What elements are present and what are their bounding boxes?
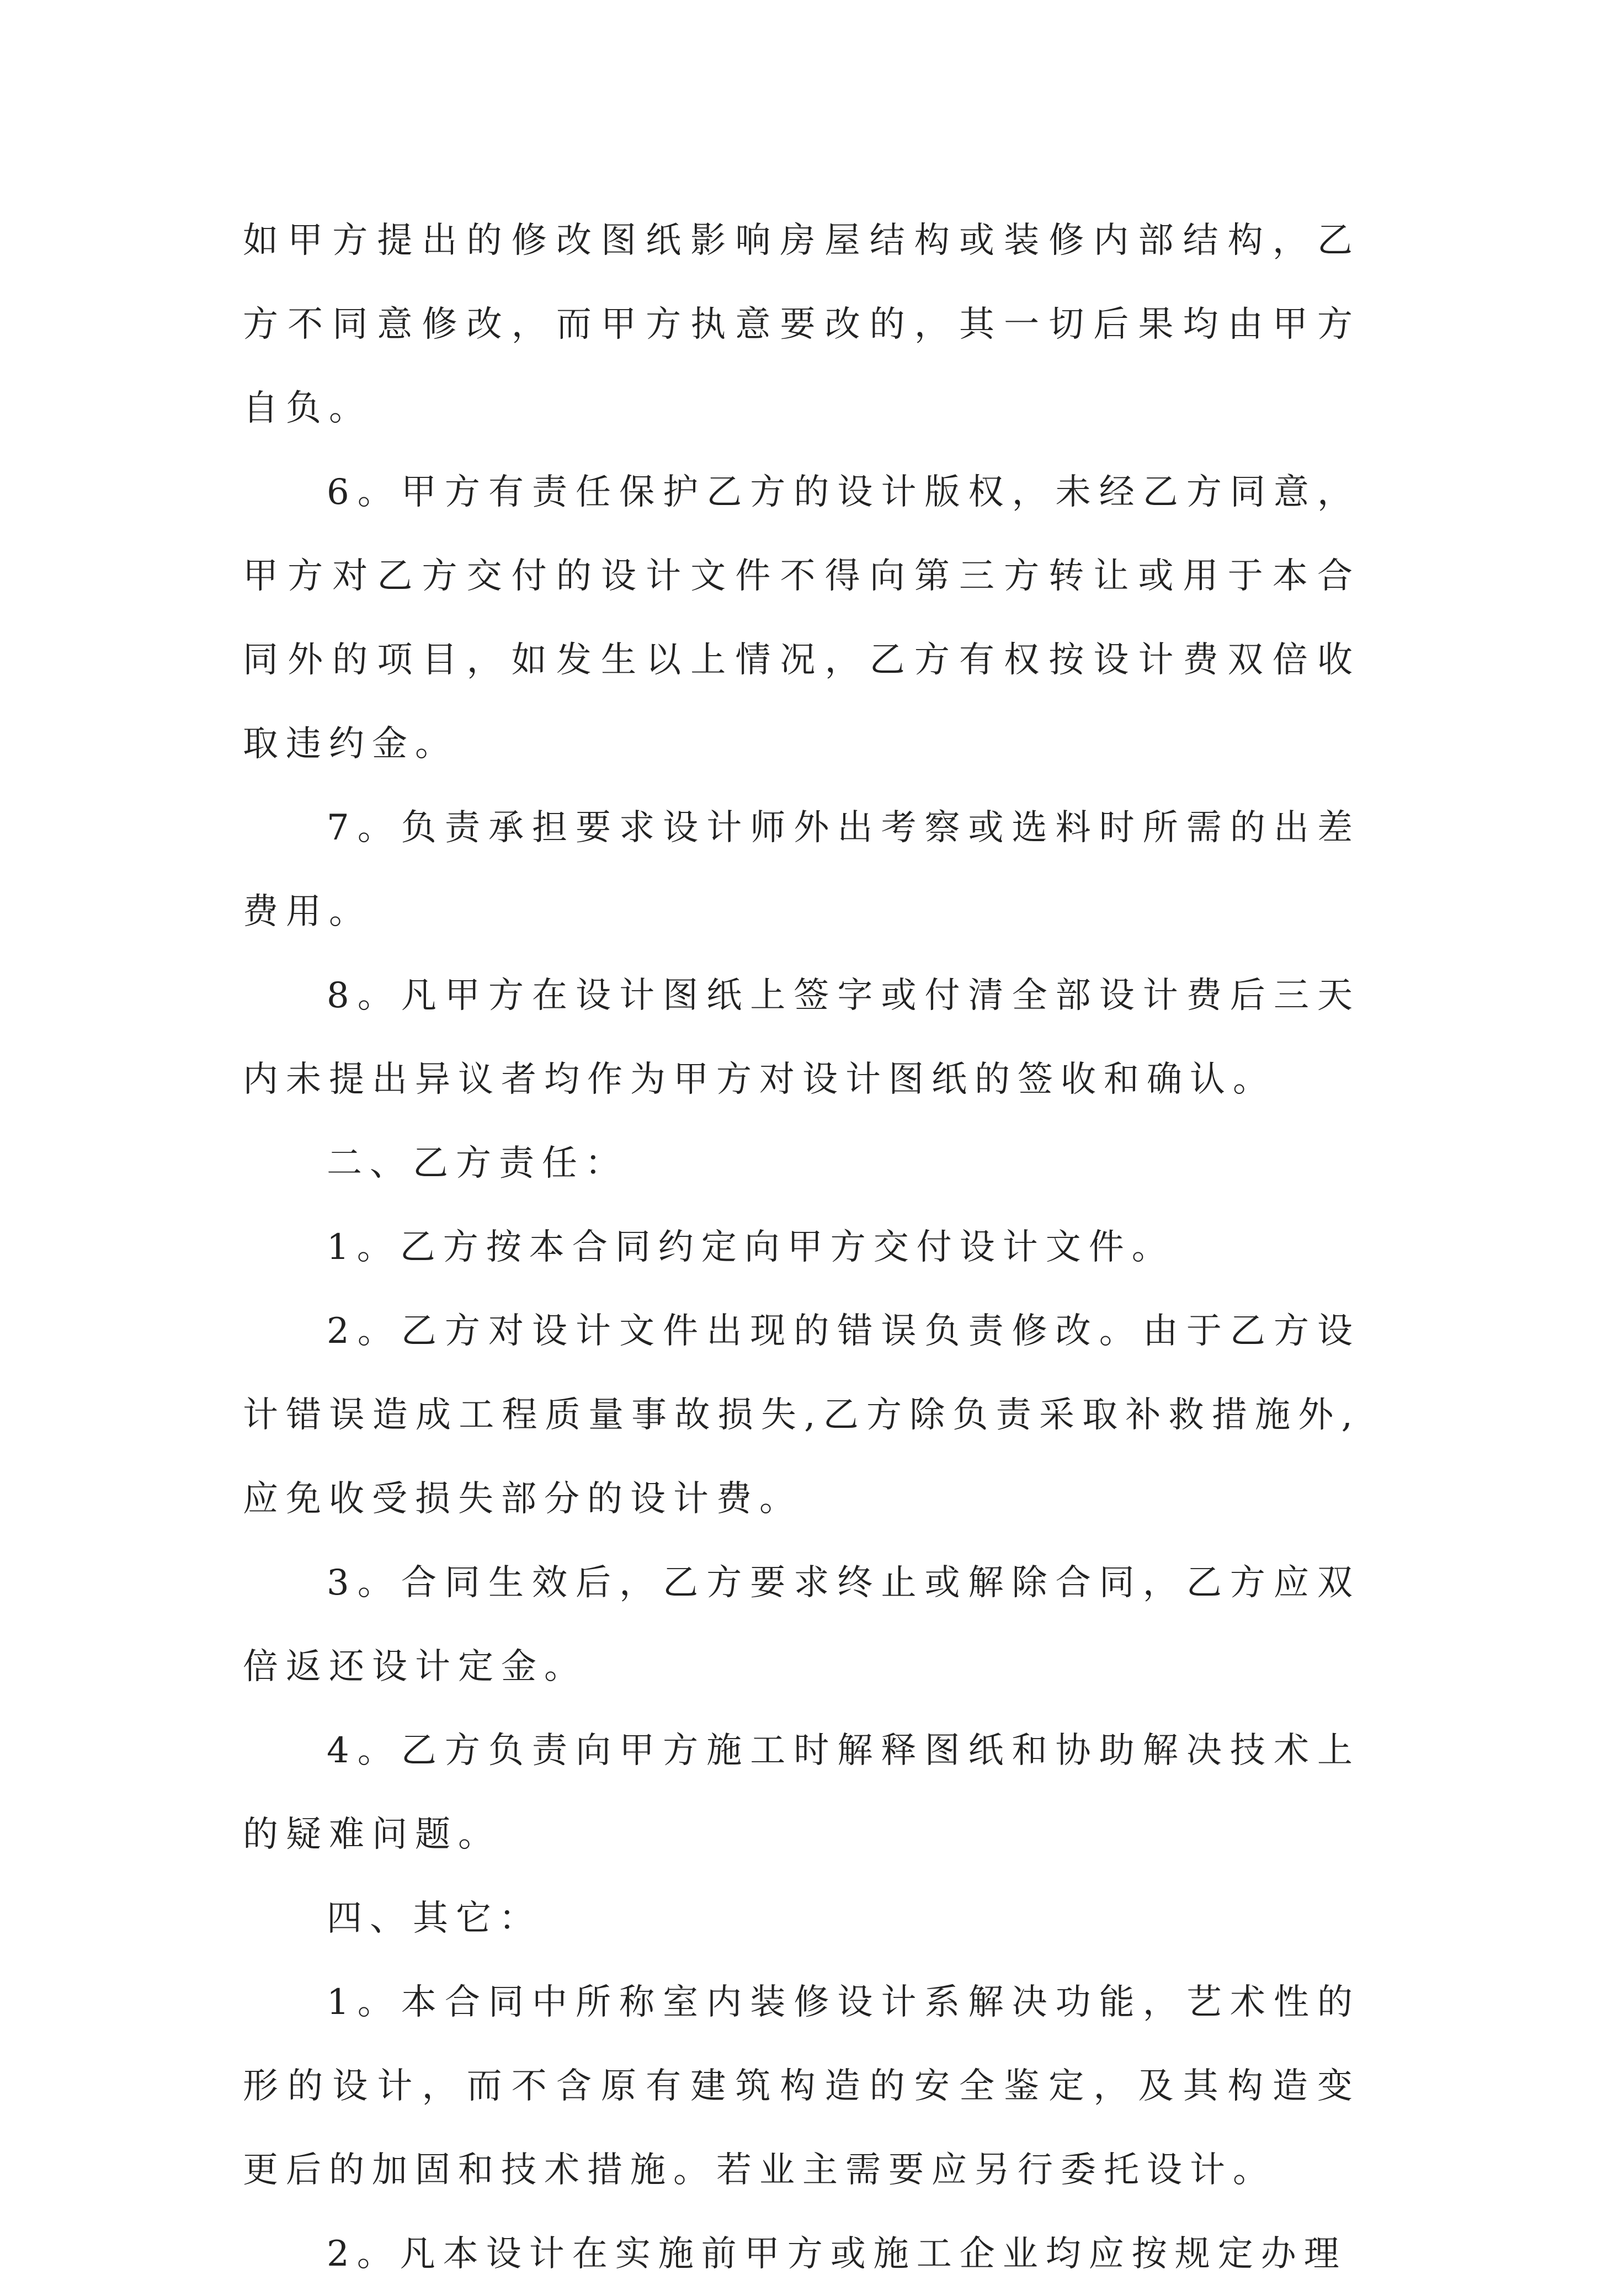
paragraph-continuation: 如甲方提出的修改图纸影响房屋结构或装修内部结构，乙方不同意修改，而甲方执意要改的，其一切后果均由甲方自负。	[243, 220, 1360, 429]
paragraph-party-b-2: 2。乙方对设计文件出现的错误负责修改。由于乙方设计错误造成工程质量事故损失,乙方除负责采取补救措施外,应免收受损失部分的设计费。	[243, 1311, 1360, 1519]
paragraph-other-1: 1。本合同中所称室内装修设计系解决功能，艺术性的形的设计，而不含原有建筑构造的安全鉴定，及其构造变更后的加固和技术措施。若业主需要应另行委托设计。	[243, 1982, 1360, 2191]
section-heading-party-b: 二、乙方责任：	[327, 1143, 628, 1184]
paragraph-clause-7: 7。负责承担要求设计师外出考察或选料时所需的出差费用。	[243, 807, 1360, 932]
paragraph-party-b-3: 3。合同生效后，乙方要求终止或解除合同，乙方应双倍返还设计定金。	[243, 1562, 1360, 1687]
section-heading-other: 四、其它：	[327, 1898, 542, 1939]
paragraph-other-2: 2。凡本设计在实施前甲方或施工企业均应按规定办理	[327, 2234, 1347, 2274]
paragraph-party-b-4: 4。乙方负责向甲方施工时解释图纸和协助解决技术上的疑难问题。	[243, 1730, 1360, 1855]
document-body	[243, 199, 1360, 2296]
paragraph-party-b-1: 1。乙方按本合同约定向甲方交付设计文件。	[327, 1227, 1175, 1268]
paragraph-clause-6: 6。甲方有责任保护乙方的设计版权，未经乙方同意，甲方对乙方交付的设计文件不得向第三方转让或用于本合同外的项目，如发生以上情况，乙方有权按设计费双倍收取违约金。	[243, 472, 1360, 764]
paragraph-clause-8: 8。凡甲方在设计图纸上签字或付清全部设计费后三天内未提出异议者均作为甲方对设计图纸的签收和确认。	[243, 975, 1360, 1100]
